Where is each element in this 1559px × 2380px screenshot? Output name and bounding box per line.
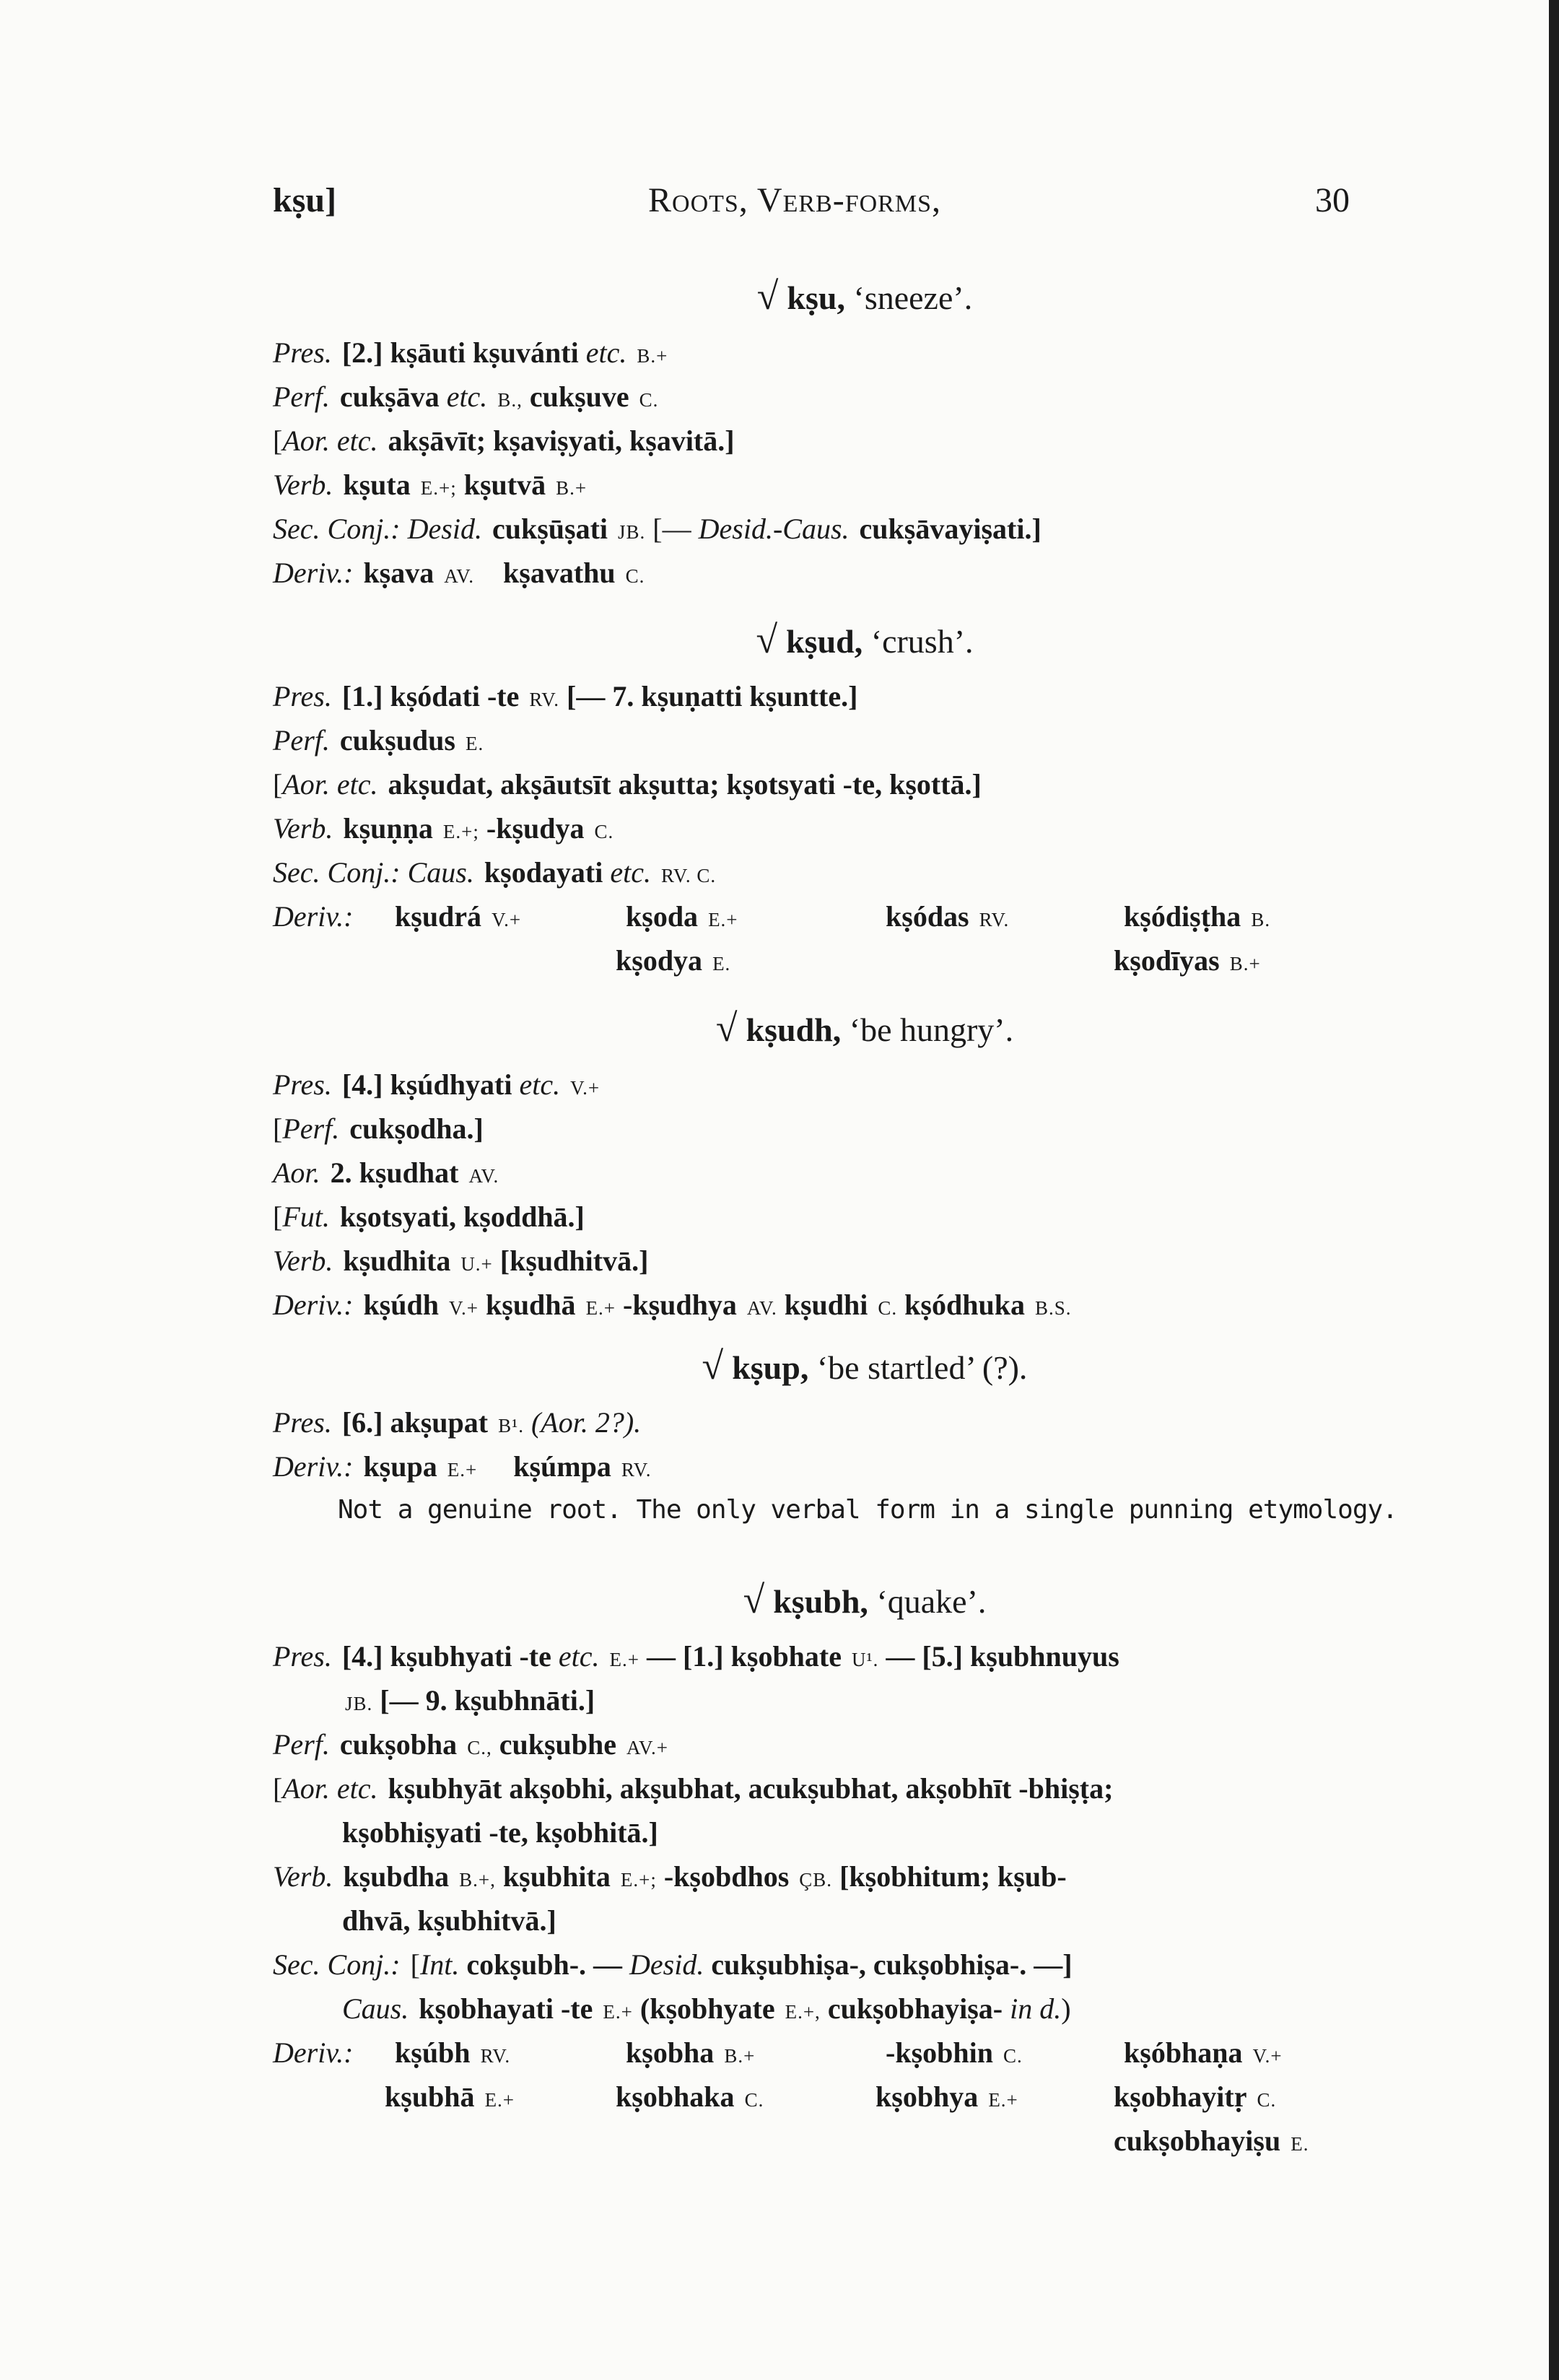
text-fragment: kṣudhi xyxy=(784,1289,868,1321)
text-fragment: B¹. xyxy=(498,1415,524,1437)
text-fragment: RV. xyxy=(529,689,559,710)
text-fragment: B.+ xyxy=(637,345,668,367)
text-fragment: ‘be startled’ (?). xyxy=(816,1349,1028,1386)
spacer xyxy=(1114,2075,1359,2119)
aorist-line-continued xyxy=(273,1810,1370,1854)
text-fragment: [ xyxy=(273,1200,283,1233)
text-fragment: AV. xyxy=(468,1165,499,1187)
text-fragment: kṣu, xyxy=(787,279,845,316)
text-fragment: kṣubh, xyxy=(773,1583,868,1620)
text-fragment: kṣodayati xyxy=(484,856,603,889)
verbal-line xyxy=(273,463,1370,507)
text-fragment: Deriv.: xyxy=(273,2036,354,2069)
perfect-line xyxy=(273,375,1370,419)
text-fragment: (Aor. 2?). xyxy=(530,1406,642,1439)
entry-ksudh xyxy=(273,1006,1370,1327)
text-fragment: E.+ xyxy=(708,909,738,930)
perfect-line xyxy=(273,1107,1370,1151)
spacer xyxy=(395,894,626,938)
aorist-line xyxy=(273,1766,1370,1810)
text-fragment: Perf. xyxy=(273,724,330,757)
root-heading xyxy=(273,274,1370,318)
entry-ksubh xyxy=(273,1578,1370,2163)
text-fragment: Deriv.: xyxy=(273,900,354,933)
editorial-note: Not a genuine root. The only verbal form in a single punning etymology. xyxy=(338,1495,1397,1525)
text-fragment: RV. xyxy=(621,1459,652,1481)
verbal-line xyxy=(273,1239,1370,1283)
root-heading xyxy=(273,1006,1370,1050)
text-fragment: cukṣubhiṣa-, cukṣobhiṣa-. —] xyxy=(711,1948,1073,1981)
text-fragment: kṣud, xyxy=(786,623,863,660)
text-fragment: etc. xyxy=(610,856,651,889)
text-fragment: ‘quake’. xyxy=(876,1583,987,1620)
text-fragment: [4.] kṣubhyati -te xyxy=(341,1640,551,1673)
text-fragment: kṣúmpa xyxy=(513,1450,611,1483)
text-fragment: JB. xyxy=(618,521,646,543)
spacer xyxy=(395,2031,626,2075)
derivatives-line-2 xyxy=(273,938,1370,982)
future-line xyxy=(273,1195,1370,1239)
text-fragment: kṣudh, xyxy=(746,1011,842,1048)
text-fragment: cukṣūṣati xyxy=(492,513,608,545)
text-fragment: kṣobhayitṛ xyxy=(1114,2080,1247,2113)
spacer xyxy=(875,938,1114,982)
text-fragment: [1.] kṣódati -te xyxy=(341,680,520,712)
radical-sign-icon: √ xyxy=(743,1578,765,1621)
text-fragment: cukṣodha.] xyxy=(349,1112,484,1145)
text-fragment: akṣāvīt; kṣaviṣyati, kṣavitā.] xyxy=(388,424,735,457)
spacer xyxy=(875,2075,1114,2119)
spacer xyxy=(273,938,385,982)
text-fragment: AV.+ xyxy=(626,1737,669,1758)
text-fragment: B.+ xyxy=(556,477,588,499)
text-fragment: kṣubdha xyxy=(343,1860,450,1893)
verbal-line-continued xyxy=(273,1899,1370,1943)
spacer xyxy=(1114,938,1359,982)
text-fragment: kṣóbhaṇa xyxy=(1124,2036,1243,2069)
text-fragment: kṣudrá xyxy=(395,900,482,933)
text-fragment: Desid.-Caus. xyxy=(698,513,850,545)
derivatives-line xyxy=(273,1444,1370,1488)
text-fragment: kṣúbh xyxy=(395,2036,471,2069)
derivatives-line xyxy=(273,551,1370,595)
text-fragment: — [1.] kṣobhate xyxy=(646,1640,842,1673)
text-fragment: Sec. Conj.: Desid. xyxy=(273,513,482,545)
entry-ksup xyxy=(273,1344,1397,1532)
text-fragment: B.+, xyxy=(459,1869,496,1891)
text-fragment: etc. xyxy=(558,1640,600,1673)
text-fragment: cukṣāvayiṣati.] xyxy=(859,513,1041,545)
present-line xyxy=(273,674,1370,718)
root-heading xyxy=(273,1578,1370,1621)
text-fragment: ‘crush’. xyxy=(870,623,974,660)
page-edge-shadow xyxy=(1549,0,1559,2380)
text-fragment: E.+; xyxy=(420,477,457,499)
text-fragment: [4.] kṣúdhyati xyxy=(341,1068,512,1101)
present-line-continued xyxy=(273,1678,1370,1722)
text-fragment: E.+; xyxy=(442,821,479,842)
text-fragment: V.+ xyxy=(1252,2045,1283,2067)
derivatives-line xyxy=(273,2031,1370,2075)
radical-sign-icon: √ xyxy=(756,274,779,318)
derivatives-line xyxy=(273,894,1370,938)
text-fragment: kṣubhita xyxy=(502,1860,611,1893)
text-fragment: Aor. etc. xyxy=(282,424,378,457)
text-fragment: E. xyxy=(712,953,731,975)
verbal-line xyxy=(273,1854,1370,1899)
text-fragment: [ xyxy=(273,768,283,801)
text-fragment: Deriv.: xyxy=(273,1450,354,1483)
spacer xyxy=(385,2075,616,2119)
spacer xyxy=(626,894,886,938)
text-fragment: kṣódiṣṭha xyxy=(1124,900,1241,933)
spacer xyxy=(385,938,616,982)
text-fragment: ‘be hungry’. xyxy=(849,1011,1014,1048)
text-fragment: B.+ xyxy=(1229,953,1261,975)
text-fragment: Desid. xyxy=(629,1948,704,1981)
text-fragment: B.+ xyxy=(724,2045,756,2067)
text-fragment: ‘sneeze’. xyxy=(853,279,973,316)
text-fragment: Aor. xyxy=(273,1156,320,1189)
perfect-line xyxy=(273,1722,1370,1766)
text-fragment: -kṣobdhos xyxy=(663,1860,790,1893)
present-line xyxy=(273,331,1370,375)
secondary-conjugation-line xyxy=(273,1943,1370,1987)
text-fragment: cukṣobhayiṣa- xyxy=(827,1992,1003,2025)
text-fragment: C., xyxy=(467,1737,492,1758)
text-fragment: C. xyxy=(1257,2089,1277,2111)
text-fragment: RV. C. xyxy=(661,865,717,886)
text-fragment: Pres. xyxy=(273,680,332,712)
text-fragment: ÇB. xyxy=(799,1869,833,1891)
text-fragment: Int. xyxy=(419,1948,460,1981)
entry-ksu xyxy=(273,274,1370,595)
running-head-title: Roots, Verb-forms, xyxy=(648,181,941,219)
spacer xyxy=(886,894,1124,938)
text-fragment: -kṣudhya xyxy=(623,1289,737,1321)
spacer xyxy=(886,2031,1124,2075)
aorist-line xyxy=(273,762,1370,806)
spacer xyxy=(273,2119,385,2163)
text-fragment: kṣava xyxy=(363,557,434,589)
text-fragment: V.+ xyxy=(449,1297,479,1319)
text-fragment: Perf. xyxy=(282,1112,340,1145)
secondary-conjugation-line xyxy=(273,507,1370,551)
text-fragment: etc. xyxy=(446,380,488,413)
text-fragment: (kṣobhyate xyxy=(639,1992,775,2025)
text-fragment: Deriv.: xyxy=(273,557,354,589)
text-fragment: akṣudat, akṣāutsīt akṣutta; kṣotsyati -te, kṣottā.] xyxy=(388,768,982,801)
text-fragment: kṣudhita xyxy=(343,1245,451,1277)
text-fragment: U.+ xyxy=(460,1253,493,1275)
spacer xyxy=(385,2119,616,2163)
root-heading xyxy=(273,1344,1370,1387)
derivatives-line xyxy=(273,1283,1370,1327)
aorist-line xyxy=(273,419,1370,463)
text-fragment: E. xyxy=(466,733,484,754)
verbal-line xyxy=(273,806,1370,850)
text-fragment: C. xyxy=(625,565,645,587)
text-fragment: [ xyxy=(273,424,283,457)
text-fragment: E. xyxy=(1291,2133,1309,2155)
entry-ksud xyxy=(273,618,1370,982)
spacer xyxy=(626,2031,886,2075)
text-fragment: kṣuta xyxy=(343,468,411,501)
text-fragment: AV. xyxy=(746,1297,777,1319)
text-fragment: — [5.] kṣubhnuyus xyxy=(886,1640,1119,1673)
text-fragment: 2. kṣudhat xyxy=(330,1156,459,1189)
text-fragment: Sec. Conj.: Caus. xyxy=(273,856,474,889)
text-fragment: Fut. xyxy=(282,1200,330,1233)
text-fragment: Deriv.: xyxy=(273,1289,354,1321)
present-line xyxy=(273,1634,1370,1678)
text-fragment: [kṣobhitum; kṣub- xyxy=(839,1860,1067,1893)
text-fragment: [ xyxy=(273,1112,283,1145)
text-fragment: C. xyxy=(594,821,614,842)
text-fragment: cukṣudus xyxy=(339,724,455,757)
text-fragment: E.+ xyxy=(988,2089,1018,2111)
text-fragment: kṣoda xyxy=(626,900,699,933)
text-fragment: kṣodīyas xyxy=(1114,944,1220,977)
running-head-left: kṣu] xyxy=(273,181,337,219)
page-number: 30 xyxy=(1315,181,1350,219)
text-fragment: cukṣobhayiṣu xyxy=(1114,2124,1281,2157)
text-fragment: U¹. xyxy=(852,1649,879,1670)
text-fragment: E.+; xyxy=(620,1869,657,1891)
text-fragment: JB. xyxy=(345,1693,373,1714)
spacer xyxy=(616,938,875,982)
text-fragment: kṣubhā xyxy=(385,2080,475,2113)
text-fragment: [— 9. kṣubhnāti.] xyxy=(380,1684,595,1717)
text-fragment: Verb. xyxy=(273,1860,333,1893)
text-fragment: kṣúdh xyxy=(363,1289,439,1321)
text-fragment: E.+, xyxy=(785,2001,821,2023)
text-fragment: E.+ xyxy=(609,1649,639,1670)
text-fragment: kṣodya xyxy=(616,944,703,977)
text-fragment: [2.] kṣāuti kṣuvánti xyxy=(341,336,579,369)
radical-sign-icon: √ xyxy=(756,618,778,661)
text-fragment: B. xyxy=(1251,909,1271,930)
text-fragment: AV. xyxy=(444,565,475,587)
derivatives-line-3 xyxy=(273,2119,1370,2163)
text-fragment: Caus. xyxy=(342,1992,409,2025)
text-fragment: cukṣubhe xyxy=(499,1728,617,1761)
text-fragment: Perf. xyxy=(273,1728,330,1761)
text-fragment: Pres. xyxy=(273,1406,332,1439)
text-fragment: [ xyxy=(273,1772,283,1805)
text-fragment: kṣupa xyxy=(363,1450,437,1483)
text-fragment: kṣotsyati, kṣoddhā.] xyxy=(339,1200,585,1233)
perfect-line xyxy=(273,718,1370,762)
text-fragment: in d. xyxy=(1010,1992,1062,2025)
derivatives-line-2 xyxy=(273,2075,1370,2119)
radical-sign-icon: √ xyxy=(702,1344,724,1387)
spacer xyxy=(616,2075,875,2119)
secondary-conjugation-line xyxy=(273,850,1370,894)
text-fragment: B., xyxy=(497,389,523,411)
text-fragment: kṣobhaka xyxy=(616,2080,735,2113)
text-fragment: Verb. xyxy=(273,812,333,845)
text-fragment: [ xyxy=(410,1948,420,1981)
text-fragment: C. xyxy=(1003,2045,1023,2067)
text-fragment: ) xyxy=(1061,1992,1071,2025)
text-fragment: Aor. etc. xyxy=(282,768,378,801)
text-fragment: B.S. xyxy=(1034,1297,1072,1319)
text-fragment: kṣobha xyxy=(626,2036,715,2069)
text-fragment: [6.] akṣupat xyxy=(341,1406,489,1439)
root-heading xyxy=(273,618,1370,661)
text-fragment: [— 7. kṣuṇatti kṣuntte.] xyxy=(567,680,858,712)
causative-line xyxy=(273,1987,1370,2031)
text-fragment: V.+ xyxy=(570,1077,601,1099)
text-fragment: -kṣudya xyxy=(486,812,585,845)
present-line xyxy=(273,1063,1370,1107)
text-fragment: [kṣudhitvā.] xyxy=(499,1245,649,1277)
text-fragment: kṣutvā xyxy=(463,468,546,501)
spacer xyxy=(875,2119,1114,2163)
text-fragment: V.+ xyxy=(492,909,522,930)
text-fragment: RV. xyxy=(979,909,1010,930)
text-fragment: kṣobhiṣyati -te, kṣobhitā.] xyxy=(342,1816,658,1849)
text-fragment: RV. xyxy=(480,2045,511,2067)
text-fragment: cokṣubh-. — xyxy=(466,1948,623,1981)
text-fragment: Pres. xyxy=(273,1068,332,1101)
text-fragment: etc. xyxy=(519,1068,561,1101)
spacer xyxy=(1124,894,1369,938)
text-fragment: E.+ xyxy=(603,2001,633,2023)
radical-sign-icon: √ xyxy=(715,1006,738,1050)
text-fragment: Verb. xyxy=(273,1245,333,1277)
text-fragment: kṣup, xyxy=(732,1349,809,1386)
text-fragment: kṣuṇṇa xyxy=(343,812,433,845)
present-line xyxy=(273,1400,1370,1444)
text-fragment: Perf. xyxy=(273,380,330,413)
aorist-line xyxy=(273,1151,1370,1195)
text-fragment: C. xyxy=(878,1297,898,1319)
text-fragment: Aor. etc. xyxy=(282,1772,378,1805)
text-fragment: Sec. Conj.: xyxy=(273,1948,401,1981)
text-fragment: C. xyxy=(744,2089,764,2111)
spacer xyxy=(1124,2031,1369,2075)
text-fragment: kṣódas xyxy=(886,900,969,933)
text-fragment: Pres. xyxy=(273,1640,332,1673)
text-fragment: -kṣobhin xyxy=(886,2036,993,2069)
text-fragment: kṣudhā xyxy=(486,1289,576,1321)
text-fragment: kṣobhya xyxy=(875,2080,979,2113)
text-fragment: cukṣāva xyxy=(339,380,440,413)
spacer xyxy=(273,2075,385,2119)
text-fragment: kṣobhayati -te xyxy=(419,1992,593,2025)
text-fragment: etc. xyxy=(585,336,627,369)
text-fragment: cukṣobha xyxy=(339,1728,458,1761)
spacer xyxy=(616,2119,875,2163)
text-fragment: E.+ xyxy=(585,1297,616,1319)
spacer xyxy=(1114,2119,1359,2163)
text-fragment: dhvā, kṣubhitvā.] xyxy=(342,1904,556,1937)
text-fragment: kṣódhuka xyxy=(904,1289,1025,1321)
text-fragment: E.+ xyxy=(484,2089,515,2111)
text-fragment: cukṣuve xyxy=(529,380,629,413)
text-fragment: kṣubhyāt akṣobhi, akṣubhat, acukṣubhat, akṣobhīt -bhiṣṭa; xyxy=(388,1772,1114,1805)
text-fragment: Pres. xyxy=(273,336,332,369)
text-fragment: kṣavathu xyxy=(503,557,616,589)
text-fragment: E.+ xyxy=(447,1459,478,1481)
text-fragment: C. xyxy=(639,389,659,411)
text-fragment: [— xyxy=(652,513,691,545)
text-fragment: Verb. xyxy=(273,468,333,501)
